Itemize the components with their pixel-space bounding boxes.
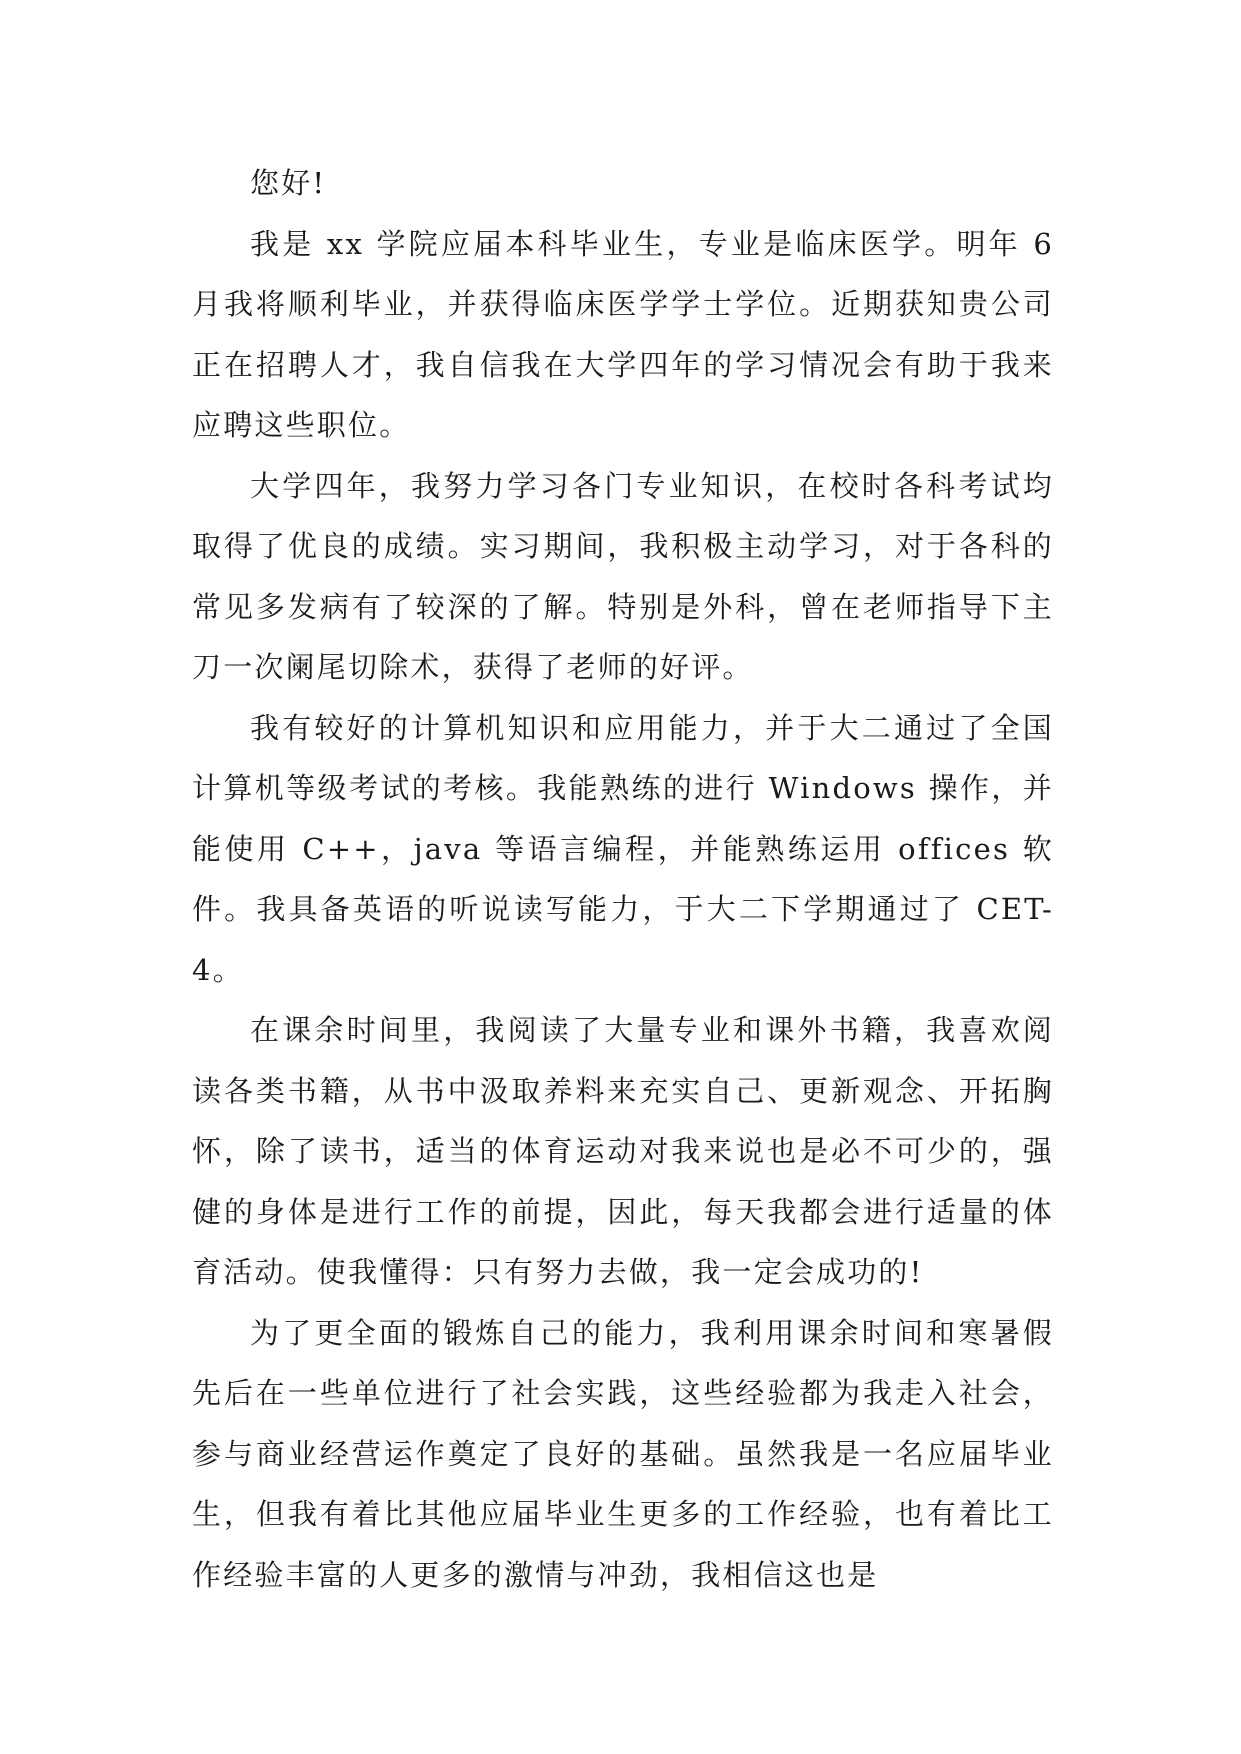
paragraph-skills: 我有较好的计算机知识和应用能力，并于大二通过了全国计算机等级考试的考核。我能熟练的进行 Windows 操作，并能使用 C++，java 等语言编程，并能熟练运用 offices 软件。我具备英语的听说读写能力，于大二下学期通过了 CET-4。 [192,710,1054,987]
paragraph-practice: 为了更全面的锻炼自己的能力，我利用课余时间和寒暑假先后在一些单位进行了社会实践，这些经验都为我走入社会，参与商业经营运作奠定了良好的基础。虽然我是一名应届毕业生，但我有着比其他应届毕业生更多的工作经验，也有着比工作经验丰富的人更多的激情与冲劲，我相信这也是 [192,1315,1054,1592]
paragraph-intro: 我是 xx 学院应届本科毕业生，专业是临床医学。明年 6 月我将顺利毕业，并获得临床医学学士学位。近期获知贵公司正在招聘人才，我自信我在大学四年的学习情况会有助于我来应聘这些职位。 [192,226,1054,442]
paragraph-reading: 在课余时间里，我阅读了大量专业和课外书籍，我喜欢阅读各类书籍，从书中汲取养料来充实自己、更新观念、开拓胸怀，除了读书，适当的体育运动对我来说也是必不可少的，强健的身体是进行工作的前提，因此，每天我都会进行适量的体育活动。使我懂得：只有努力去做，我一定会成功的! [192,1013,1054,1289]
greeting: 您好! [250,166,327,200]
letter-body [192,153,1054,1605]
paragraph-study: 大学四年，我努力学习各门专业知识，在校时各科考试均取得了优良的成绩。实习期间，我积极主动学习，对于各科的常见多发病有了较深的了解。特别是外科，曾在老师指导下主刀一次阑尾切除术，获得了老师的好评。 [192,468,1054,684]
